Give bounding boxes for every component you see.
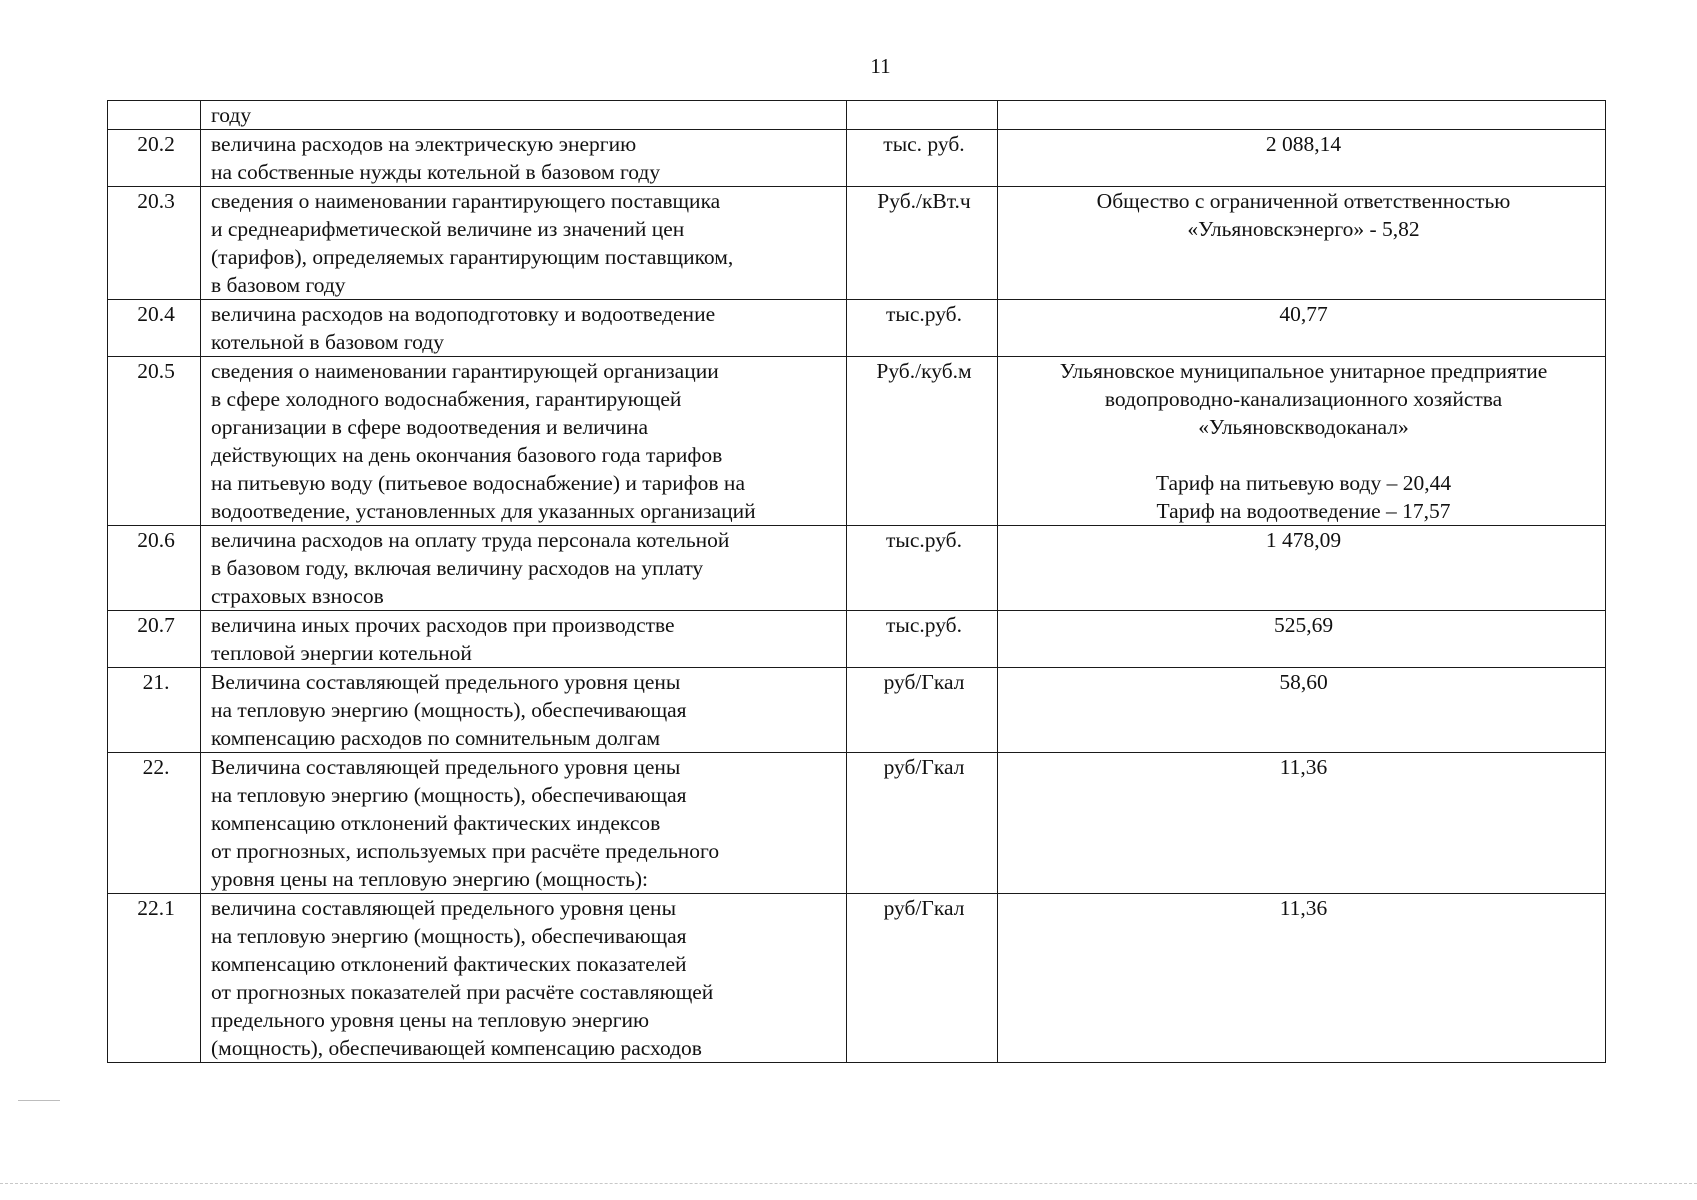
table-row [108, 187, 1606, 300]
row-number: 20.6 [108, 526, 201, 611]
row-description: году [201, 101, 847, 130]
row-unit: Руб./кВт.ч [847, 187, 998, 300]
row-value: 1 478,09 [998, 526, 1606, 611]
table-row [108, 526, 1606, 611]
table-row [108, 753, 1606, 894]
tariff-table [107, 100, 1606, 1063]
row-description: сведения о наименовании гарантирующего поставщика и среднеарифметической величине из значений цен (тарифов), определяемых гарантирующим поставщиком, в базовом году [201, 187, 847, 300]
row-value: Общество с ограниченной ответственностью «Ульяновскэнерго» - 5,82 [998, 187, 1606, 300]
row-number [108, 101, 201, 130]
row-value: Ульяновское муниципальное унитарное предприятие водопроводно-канализационного хозяйства «Ульяновскводоканал» Тариф на питьевую воду – 20,44 Тариф на водоотведение – 17,57 [998, 357, 1606, 526]
table-row [108, 101, 1606, 130]
row-description: сведения о наименовании гарантирующей организации в сфере холодного водоснабжения, гарантирующей организации в сфере водоотведения и величина действующих на день окончания базового года тарифов на питьевую воду (питьевое водоснабжение) и тарифов на водоотведение, установленных для указанных организаций [201, 357, 847, 526]
row-value: 2 088,14 [998, 130, 1606, 187]
row-unit: тыс. руб. [847, 130, 998, 187]
row-description: величина расходов на оплату труда персонала котельной в базовом году, включая величину расходов на уплату страховых взносов [201, 526, 847, 611]
table-row [108, 300, 1606, 357]
row-value: 11,36 [998, 753, 1606, 894]
row-value [998, 101, 1606, 130]
row-number: 20.4 [108, 300, 201, 357]
row-description: Величина составляющей предельного уровня цены на тепловую энергию (мощность), обеспечивающая компенсацию отклонений фактических индексов от прогнозных, используемых при расчёте предельного уровня цены на тепловую энергию (мощность): [201, 753, 847, 894]
row-unit: тыс.руб. [847, 300, 998, 357]
table-row [108, 130, 1606, 187]
row-description: величина расходов на водоподготовку и водоотведение котельной в базовом году [201, 300, 847, 357]
row-unit: руб/Гкал [847, 894, 998, 1063]
table-row [108, 668, 1606, 753]
row-number: 20.5 [108, 357, 201, 526]
scan-artifact-line [0, 1183, 1697, 1184]
row-description: Величина составляющей предельного уровня цены на тепловую энергию (мощность), обеспечивающая компенсацию расходов по сомнительным долгам [201, 668, 847, 753]
row-number: 22.1 [108, 894, 201, 1063]
row-unit: тыс.руб. [847, 526, 998, 611]
table-row [108, 357, 1606, 526]
row-description: величина составляющей предельного уровня цены на тепловую энергию (мощность), обеспечивающая компенсацию отклонений фактических показателей от прогнозных показателей при расчёте составляющей предельного уровня цены на тепловую энергию (мощность), обеспечивающей компенсацию расходов [201, 894, 847, 1063]
row-value: 58,60 [998, 668, 1606, 753]
row-unit: руб/Гкал [847, 753, 998, 894]
row-description: величина расходов на электрическую энергию на собственные нужды котельной в базовом году [201, 130, 847, 187]
row-unit: Руб./куб.м [847, 357, 998, 526]
row-value: 40,77 [998, 300, 1606, 357]
page-number: 11 [870, 54, 891, 78]
table-row [108, 611, 1606, 668]
row-unit: руб/Гкал [847, 668, 998, 753]
row-value: 525,69 [998, 611, 1606, 668]
row-number: 20.3 [108, 187, 201, 300]
row-number: 21. [108, 668, 201, 753]
row-description: величина иных прочих расходов при производстве тепловой энергии котельной [201, 611, 847, 668]
row-number: 20.7 [108, 611, 201, 668]
row-number: 22. [108, 753, 201, 894]
row-number: 20.2 [108, 130, 201, 187]
row-value: 11,36 [998, 894, 1606, 1063]
table-row [108, 894, 1606, 1063]
scan-artifact-mark [18, 1100, 60, 1101]
row-unit: тыс.руб. [847, 611, 998, 668]
row-unit [847, 101, 998, 130]
